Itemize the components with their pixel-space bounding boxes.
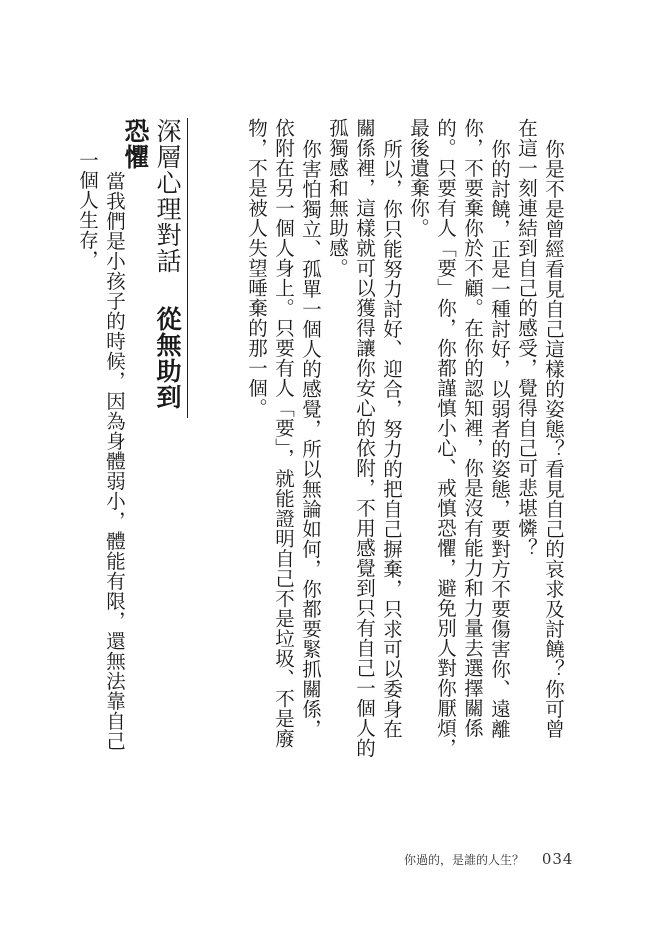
running-title: 你過的，是誰的人生？: [404, 853, 525, 867]
paragraph-3: 所以，你只能努力討好、迎合，努力的把自己摒棄，只求可以委身在關係裡，這樣就可以獲得讓你安心的依附，不用感覺到只有自己一個人的孤獨感和無助感。: [326, 118, 403, 758]
paragraph-4: 你害怕獨立、孤單一個人的感覺，所以無論如何，你都要緊抓關係，依附在另一個人身上。只要有人「要」，就能證明自己不是垃圾、不是廢物，不是被人失望唾棄的那一個。: [245, 118, 322, 749]
paragraph-2: 你的討饒，正是一種討好，以弱者的姿態，要對方不要傷害你、遠離你，不要棄你於不顧。在你的認知裡，你是沒有能力和力量去選擇關係的。只要有人「要」你，你都謹慎小心、戒慎恐懼，避免別人對你厭煩，最後遺棄你。: [407, 118, 511, 758]
section-heading: [119, 118, 188, 418]
section-title: 從無助到恐懼: [121, 118, 182, 410]
page-number: 034: [541, 850, 574, 868]
page-footer: [404, 850, 573, 868]
paragraph-5: 當我們是小孩子的時候，因為身體弱小，體能有限，還無法靠自己一個人生存，: [76, 150, 126, 752]
paragraph-1: 你是不是曾經看見自己這樣的姿態？看見自己的哀求及討饒？你可曾在這一刻連結到自己的感受，覺得自己可悲堪憐？: [515, 118, 565, 740]
body-text-block: [243, 118, 567, 758]
body-text-block-2: [74, 150, 128, 760]
section-label: 深層心理對話: [153, 118, 182, 274]
